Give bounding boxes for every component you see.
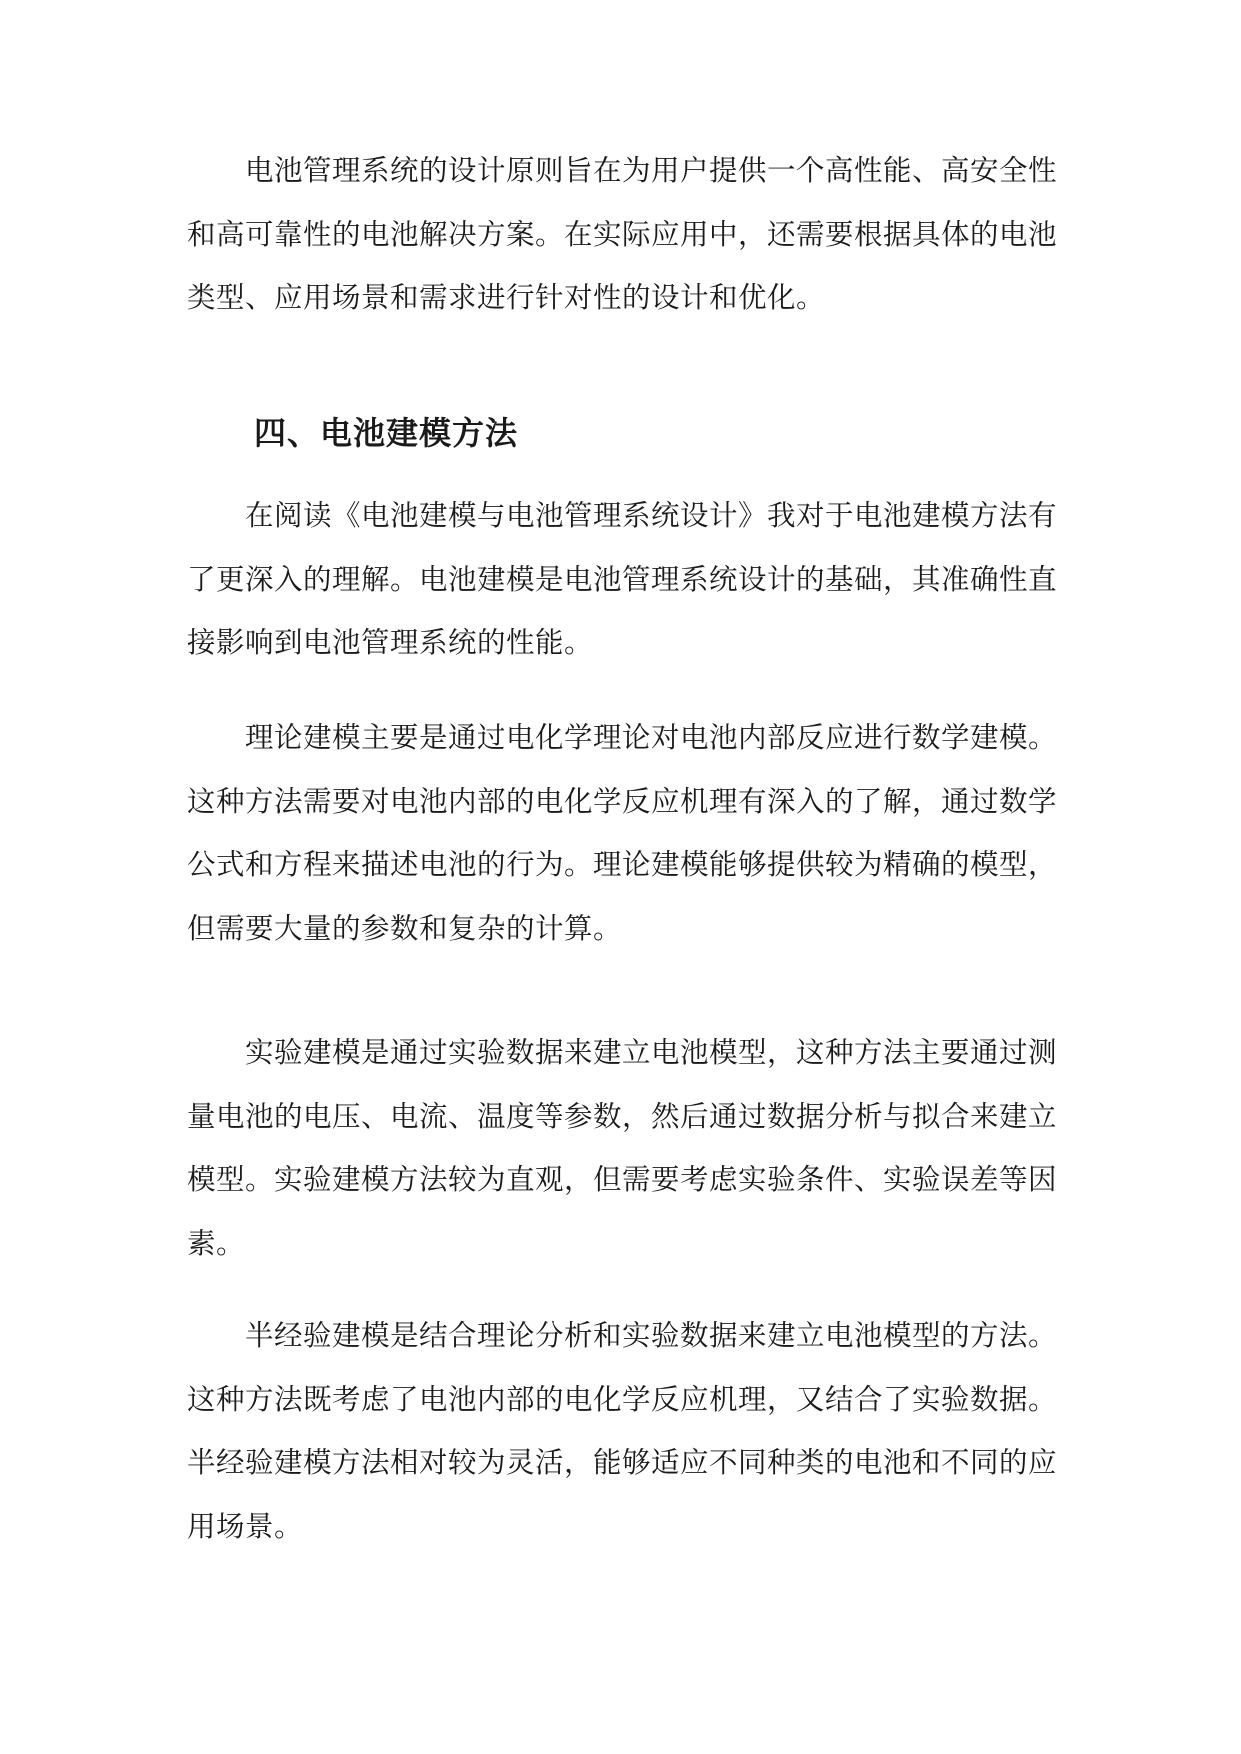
paragraph-experimental-modeling: 实验建模是通过实验数据来建立电池模型，这种方法主要通过测量电池的电压、电流、温度等参数，然后通过数据分析与拟合来建立模型。实验建模方法较为直观，但需要考虑实验条件、实验误差等因素。 (187, 1036, 1058, 1260)
paragraph-theoretical-modeling: 理论建模主要是通过电化学理论对电池内部反应进行数学建模。这种方法需要对电池内部的电化学反应机理有深入的了解，通过数学公式和方程来描述电池的行为。理论建模能够提供较为精确的模型，但需要大量的参数和复杂的计算。 (187, 721, 1058, 945)
paragraph-semi-empirical-modeling: 半经验建模是结合理论分析和实验数据来建立电池模型的方法。这种方法既考虑了电池内部的电化学反应机理，又结合了实验数据。半经验建模方法相对较为灵活，能够适应不同种类的电池和不同的应用场景。 (187, 1319, 1058, 1543)
section-heading-battery-modeling: 四、电池建模方法 (254, 414, 519, 452)
paragraph-design-principles: 电池管理系统的设计原则旨在为用户提供一个高性能、高安全性和高可靠性的电池解决方案。在实际应用中，还需要根据具体的电池类型、应用场景和需求进行针对性的设计和优化。 (187, 154, 1058, 314)
paragraph-reading-intro: 在阅读《电池建模与电池管理系统设计》我对于电池建模方法有了更深入的理解。电池建模是电池管理系统设计的基础，其准确性直接影响到电池管理系统的性能。 (187, 499, 1058, 659)
